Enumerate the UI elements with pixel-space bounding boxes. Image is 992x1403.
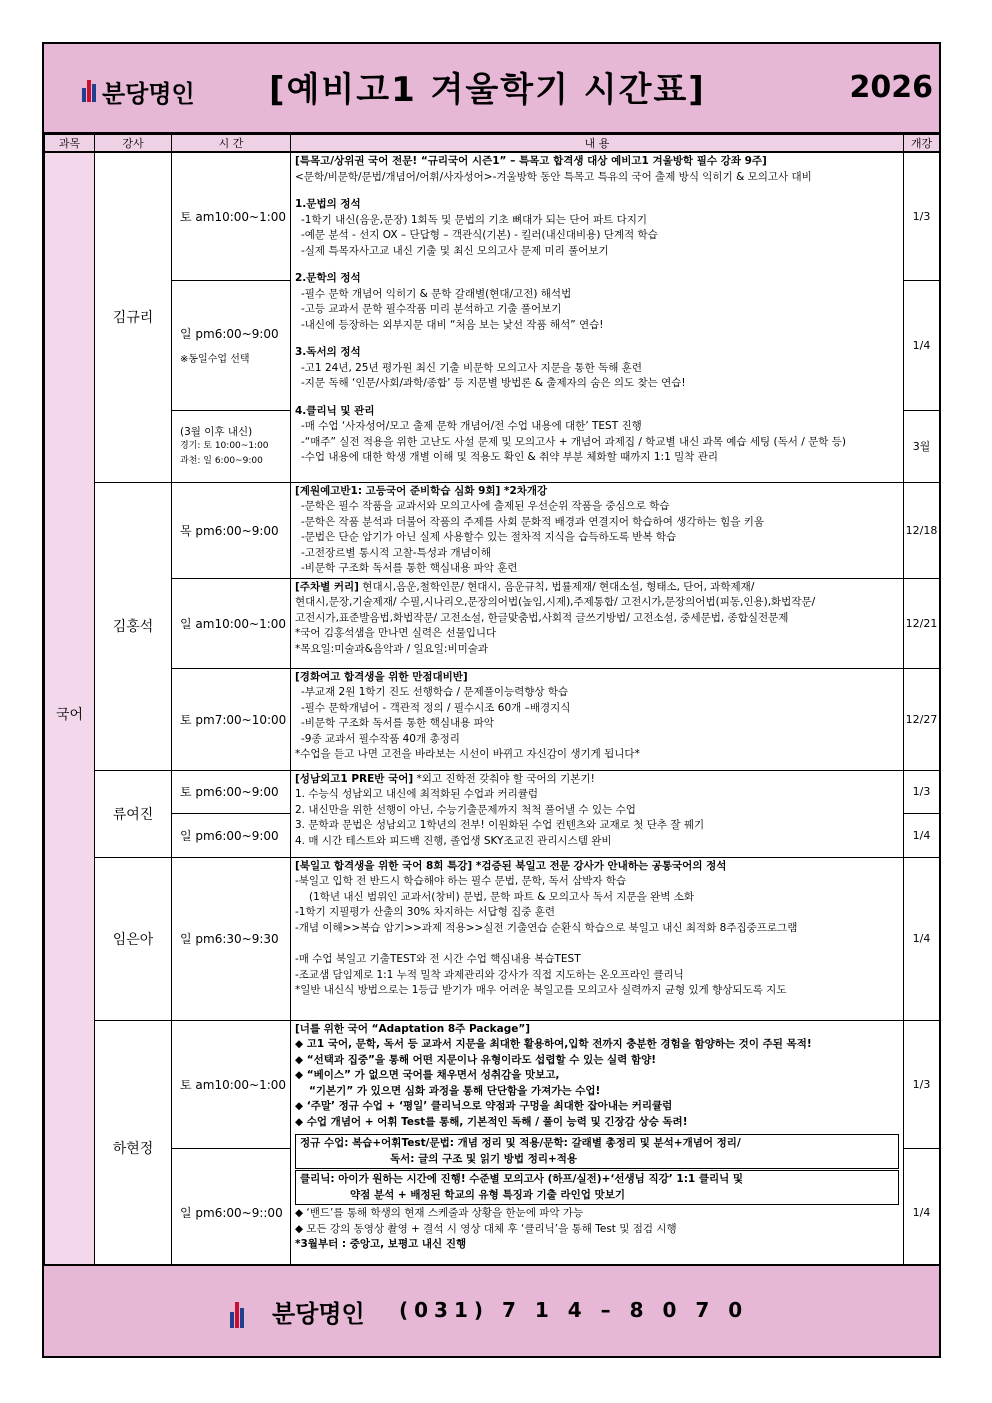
content-line: 4.클리닉 및 관리	[295, 404, 375, 417]
content-line: -내신에 등장하는 외부지문 대비 “처음 보는 낯선 작품 해석” 연습!	[301, 318, 604, 331]
content-line: *수업을 듣고 나면 고전을 바라보는 시선이 바뀌고 자신감이 생기게 됩니다*	[295, 748, 640, 760]
content-line: -고1 24년, 25년 평가원 최신 기출 비문학 모의고사 지문을 통한 독해 훈련	[301, 361, 642, 374]
start-date: 12/18	[904, 482, 940, 578]
content-line: *일반 내신식 방법으로는 1등급 받기가 매우 어려운 북일고를 모의고사 실력까지 균형 있게 향상되도록 지도	[295, 984, 787, 996]
table-row	[45, 482, 940, 578]
time-cell: 일 pm6:00~9:00	[172, 813, 291, 857]
course-content	[291, 152, 904, 482]
header-banner	[44, 44, 939, 134]
content-line: -수업 내용에 대한 학생 개별 이해 및 적용도 확인 & 취약 부분 체화할 때까지 1:1 밀착 관리	[301, 451, 718, 463]
logo-icon	[82, 80, 97, 102]
start-date: 1/4	[904, 1148, 940, 1276]
content-line: -매 수업 북일고 기출TEST와 전 시간 수업 핵심내용 복습TEST	[295, 953, 581, 965]
time-cell	[172, 410, 291, 482]
footer-brand: 분당명인	[272, 1300, 365, 1328]
time-sub: 경기: 토 10:00~1:00	[180, 440, 269, 451]
table-row	[45, 1020, 940, 1148]
year-label: 2026	[849, 70, 933, 105]
content-line: <문학/비문학/문법/개념어/어휘/사자성어>-겨울방학 동안 특목고 특유의 국어 출제 방식 익히기 & 모의고사 대비	[295, 170, 812, 183]
time-cell: 일 pm6:30~9:30	[172, 857, 291, 1020]
time-cell: 토 am10:00~1:00	[172, 1020, 291, 1148]
col-header-subject: 과목	[45, 135, 95, 153]
content-line-head: [성남외고1 PRE반 국어]	[295, 772, 414, 785]
content-line: -예문 분석 - 선지 OX – 단답형 – 객관식(기본) - 킬러(내신대비용) 단계적 학습	[301, 229, 658, 241]
content-line: -1학기 지필평가 산출의 30% 차지하는 서답형 집중 훈련	[295, 906, 556, 918]
teacher-cell: 임은아	[95, 857, 172, 1020]
time-note: ※동일수업 선택	[180, 354, 250, 365]
table-row	[45, 578, 940, 668]
course-content	[291, 857, 904, 1020]
content-line: -필수 문학 개념어 익히기 & 문학 갈래별(현대/고전) 해석법	[301, 287, 572, 300]
content-line: ◆ ‘주말’ 정규 수업 + ‘평일’ 클리닉으로 약점과 구멍을 최대한 잡아내는 커리큘럼	[295, 1100, 673, 1112]
start-date: 3월	[904, 410, 940, 482]
content-line: *국어 김홍석샘을 만나면 실력은 선물입니다	[295, 627, 497, 639]
content-line: 1. 수능식 성남외고 내신에 최적화된 수업과 커리큘럼	[295, 788, 539, 800]
content-line: -개념 이해>>복습 암기>>과제 적용>>실전 기출연습 순환식 학습으로 북일고 내신 최적화 8주집중프로그램	[295, 921, 798, 934]
start-date: 1/3	[904, 1020, 940, 1148]
content-line: [특목고/상위권 국어 전문! “규리국어 시즌1” – 특목고 합격생 대상 예비고1 겨울방학 필수 강좌 9주]	[295, 155, 767, 167]
content-line: -비문학 구조화 독서를 통한 핵심내용 파악 훈련	[301, 562, 518, 574]
time-text: 일 pm6:00~9:00	[180, 327, 279, 341]
content-line: ◆ 모든 강의 동영상 촬영 + 결석 시 영상 대체 후 ‘클리닉’을 통해 Test 및 점검 시행	[295, 1222, 677, 1235]
time-cell: 목 pm6:00~9:00	[172, 482, 291, 578]
col-header-start: 개강	[904, 135, 940, 153]
table-row	[45, 857, 940, 1020]
content-line: -“매주” 실전 적용을 위한 고난도 사설 문제 및 모의고사 + 개념어 과제집 / 학교별 내신 과목 예습 세팅 (독서 / 문학 등)	[301, 435, 846, 448]
course-content	[291, 578, 904, 668]
content-line: ◆ “베이스” 가 없으면 국어를 채우면서 성취감을 맛보고,	[295, 1069, 560, 1081]
footer-banner	[44, 1264, 939, 1356]
teacher-cell: 김홍석	[95, 482, 172, 770]
timetable-frame	[42, 42, 941, 1358]
table-row	[45, 152, 940, 280]
content-line: -북일고 입학 전 반드시 학습해야 하는 필수 문법, 문학, 독서 삼박자 학습	[295, 875, 627, 887]
content-line: -문학은 필수 작품을 교과서와 모의고사에 출제된 우선순위 작품을 중심으로 학습	[301, 500, 670, 512]
content-line-head: [주차별 커리]	[295, 580, 359, 593]
start-date: 12/21	[904, 578, 940, 668]
content-line: -부교재 2원 1학기 진도 선행학습 / 문제풀이능력향상 학습	[301, 686, 569, 698]
course-content	[291, 482, 904, 578]
content-line: -9종 교과서 필수작품 40개 총정리	[301, 732, 460, 745]
content-line	[295, 580, 899, 596]
content-line: -실제 특목자사고교 내신 기출 및 최신 모의고사 문제 미리 풀어보기	[301, 244, 609, 257]
content-line: -고등 교과서 문학 필수작품 미리 분석하고 기출 풀어보기	[301, 303, 562, 315]
content-line-text: 현대시,음운,철학인문/ 현대시, 음운규칙, 법률제재/ 현대소설, 형태소, 단어, 과학제재/	[358, 580, 755, 593]
course-content	[291, 770, 904, 857]
content-line-text: *외고 진학전 갖춰야 할 국어의 기본기!	[413, 772, 595, 785]
content-line: ◆ 고1 국어, 문학, 독서 등 교과서 지문을 최대한 활용하여,입학 전까지 충분한 경험을 함양하는 것이 주된 목적!	[295, 1038, 812, 1050]
start-date: 1/3	[904, 152, 940, 280]
time-cell: 일 am10:00~1:00	[172, 578, 291, 668]
col-header-teacher: 강사	[95, 135, 172, 153]
content-line: 약점 분석 + 배정된 학교의 유형 특징과 기출 라인업 맛보기	[350, 1188, 625, 1201]
teacher-cell: 류여진	[95, 770, 172, 857]
content-line: -문법은 단순 암기가 아닌 실제 사용할수 있는 절차적 지식을 습득하도록 반복 학습	[301, 531, 677, 543]
start-date: 1/4	[904, 857, 940, 1020]
content-line: ◆ “선택과 집중”을 통해 어떤 지문이나 유형이라도 섭렵할 수 있는 실력 함양!	[295, 1053, 657, 1066]
content-line: [경화여고 합격생을 위한 만점대비반]	[295, 670, 468, 683]
content-line: 클리닉: 아이가 원하는 시간에 진행! 수준별 모의고사 (하프/실전)+‘선생님 직강’ 1:1 클리닉 및	[300, 1173, 744, 1185]
table-row	[45, 770, 940, 813]
clinic-box	[295, 1170, 899, 1205]
timetable	[44, 134, 940, 1277]
content-line: -비문학 구조화 독서를 통한 핵심내용 파악	[301, 717, 494, 729]
content-line: *3월부터 : 중앙고, 보평고 내신 진행	[295, 1238, 467, 1250]
teacher-cell: 하현정	[95, 1020, 172, 1276]
subject-cell: 국어	[45, 152, 95, 1276]
content-line: ◆ 수업 개념어 + 어휘 Test를 통해, 기본적인 독해 / 풀이 능력 및 긴장감 상승 독려!	[295, 1115, 688, 1128]
content-line: 정규 수업: 복습+어휘Test/문법: 개념 정리 및 적용/문학: 갈래별 총정리 및 분석+개념어 정리/	[300, 1137, 741, 1149]
time-cell	[172, 280, 291, 410]
content-line	[295, 772, 899, 788]
page-title: [예비고1 겨울학기 시간표]	[269, 70, 706, 110]
content-line: -문학은 작품 분석과 더불어 작품의 주제를 사회 문화적 배경과 연결지어 학습하여 생각하는 힘을 키움	[301, 515, 765, 528]
table-row	[45, 668, 940, 770]
content-line: 1.문법의 정석	[295, 198, 361, 210]
col-header-time: 시 간	[172, 135, 291, 153]
start-date: 1/3	[904, 770, 940, 813]
content-line: 독서: 글의 구조 및 읽기 방법 정리+적용	[390, 1152, 578, 1165]
content-line: -지문 독해 ‘인문/사회/과학/종합’ 등 지문별 방법론 & 출제자의 숨은 의도 찾는 연습!	[301, 377, 686, 389]
content-line: 고전시가,표준발음법,화법작문/ 고전소설, 한글맞춤법,사회적 글쓰기방법/ 고전소설, 중세문법, 종합실전문제	[295, 611, 789, 624]
logo-icon	[230, 1302, 245, 1328]
time-cell: 토 pm7:00~10:00	[172, 668, 291, 770]
content-line	[295, 859, 899, 875]
content-line: 3. 문학과 문법은 성남외고 1학년의 전부! 이원화된 수업 컨텐츠와 교재로 첫 단추 잘 꿰기	[295, 819, 705, 831]
content-line: 2.문학의 정석	[295, 272, 361, 284]
content-line: 3.독서의 정석	[295, 346, 361, 358]
content-line-text: *검증된 북일고 전문 강사가 안내하는 공통국어의 정석	[472, 859, 727, 872]
content-line: [너를 위한 국어 “Adaptation 8주 Package”]	[295, 1022, 531, 1035]
content-line: -조교샘 담임제로 1:1 누적 밀착 과제관리와 강사가 직접 지도하는 온오프라인 클리닉	[295, 968, 684, 981]
course-content	[291, 1020, 904, 1276]
content-line: -필수 문학개념어 - 객관적 정의 / 필수시조 60개 –배경지식	[301, 701, 571, 714]
course-content	[291, 668, 904, 770]
phone-number: (031) 7 1 4 – 8 0 7 0	[399, 1298, 749, 1322]
content-line: *목요일:미술과&음악과 / 일요일:비미술과	[295, 642, 489, 655]
col-header-content: 내 용	[291, 135, 904, 153]
content-line: ◆ ‘밴드’를 통해 학생의 현재 스케줄과 상황을 한눈에 파악 가능	[295, 1207, 584, 1219]
time-cell: 일 pm6:00~9::00	[172, 1148, 291, 1276]
start-date: 12/27	[904, 668, 940, 770]
content-line: 2. 내신만을 위한 선행이 아닌, 수능기출문제까지 척척 풀어낼 수 있는 수업	[295, 803, 636, 816]
time-sub: 과천: 일 6:00~9:00	[180, 455, 263, 466]
content-line: -1학기 내신(음운,문장) 1회독 및 문법의 기초 뼈대가 되는 단어 파트 다지기	[301, 213, 648, 226]
content-line: -매 수업 ‘사자성어/모고 출제 문학 개념어/전 수업 내용에 대한’ TEST 진행	[301, 420, 642, 432]
start-date: 1/4	[904, 813, 940, 857]
teacher-cell: 김규리	[95, 152, 172, 482]
brand-name: 분당명인	[102, 80, 195, 108]
regular-class-box	[295, 1134, 899, 1169]
time-text: (3월 이후 내신)	[180, 425, 253, 438]
content-line: [계원예고반1: 고등국어 준비학습 심화 9회] *2차개강	[295, 484, 548, 497]
content-line: “기본기” 가 있으면 심화 과정을 통해 단단함을 가져가는 수업!	[309, 1084, 601, 1097]
start-date: 1/4	[904, 280, 940, 410]
content-line: 현대시,문장,기술제재/ 수필,시나리오,문장의어법(높임,시제),주제통합/ 고전시가,문장의어법(피동,인용),화법작문/	[295, 596, 816, 608]
table-header-row	[45, 135, 940, 153]
time-cell: 토 pm6:00~9:00	[172, 770, 291, 813]
content-line: (1학년 내신 범위인 교과서(창비) 문법, 문학 파트 & 모의고사 독서 지문을 완벽 소화	[309, 890, 694, 903]
content-line: -고전장르별 통시적 고찰-특성과 개념이해	[301, 546, 492, 559]
content-line-head: [북일고 합격생을 위한 국어 8회 특강]	[295, 859, 473, 872]
time-cell: 토 am10:00~1:00	[172, 152, 291, 280]
content-line: 4. 매 시간 테스트와 피드백 진행, 졸업생 SKY조교진 관리시스템 완비	[295, 834, 612, 847]
